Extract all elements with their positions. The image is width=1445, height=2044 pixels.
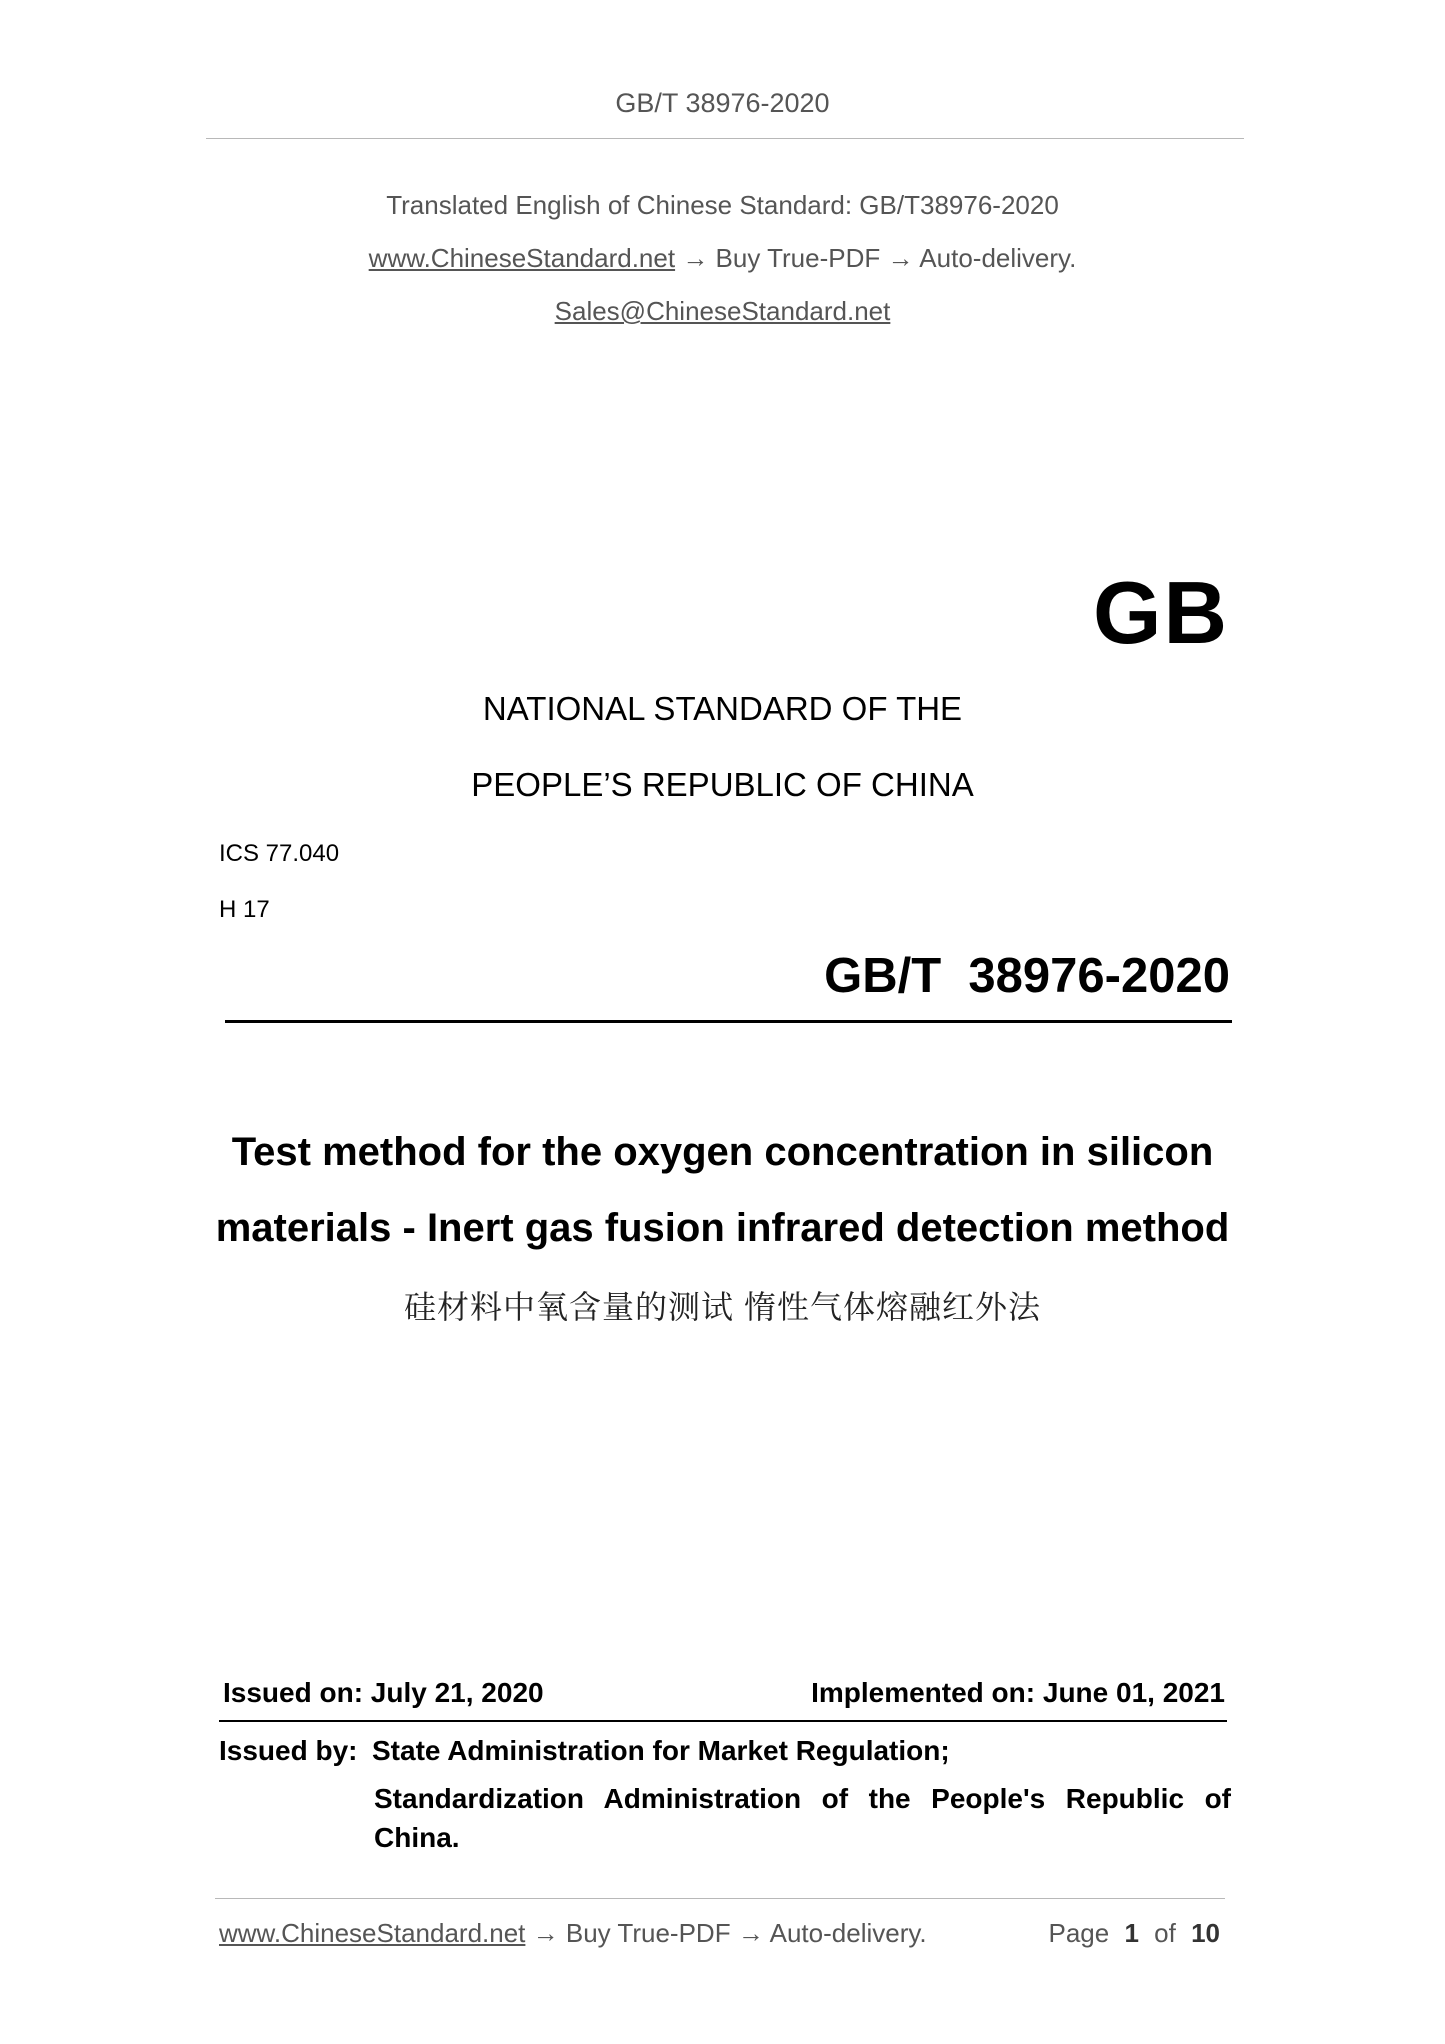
h-code: H 17 [219, 896, 270, 923]
footer-buy-text: Buy True-PDF [565, 1918, 731, 1948]
arrow-right-icon: → [682, 243, 709, 273]
footer-delivery-text: Auto-delivery. [769, 1918, 927, 1948]
page-total: 10 [1191, 1918, 1220, 1948]
email-line [0, 296, 1445, 327]
ics-code: ICS 77.040 [219, 840, 340, 867]
footer-purchase-line [219, 1918, 927, 1949]
title-chinese: 硅材料中氧含量的测试 惰性气体熔融红外法 [404, 1289, 1041, 1325]
page-label: Page [1048, 1918, 1110, 1948]
header-divider [206, 138, 1244, 139]
running-header: GB/T 38976-2020 [615, 88, 830, 118]
page-current: 1 [1124, 1918, 1139, 1948]
national-standard-line-2: PEOPLE’S REPUBLIC OF CHINA [471, 766, 974, 803]
standard-number-divider [225, 1020, 1232, 1023]
arrow-right-icon: → [887, 243, 914, 273]
dates-divider [219, 1720, 1227, 1722]
issued-on-date: Issued on: July 21, 2020 [223, 1677, 544, 1708]
gb-logo-mark: GB [1093, 563, 1229, 662]
page-of: of [1154, 1918, 1176, 1948]
footer-divider [215, 1898, 1225, 1899]
site-link[interactable]: www.ChineseStandard.net [368, 243, 676, 273]
arrow-right-icon: → [737, 1918, 764, 1948]
purchase-line [0, 243, 1445, 274]
national-standard-line-1: NATIONAL STANDARD OF THE [482, 690, 963, 727]
title-line-1: Test method for the oxygen concentration in silicon [231, 1130, 1214, 1174]
issuer-2-line-1: Standardization Administration of the People's Republic of [374, 1783, 1231, 1814]
buy-true-pdf-text: Buy True-PDF [715, 243, 881, 273]
issuer-1: State Administration for Market Regulation; [372, 1735, 950, 1766]
page-indicator [1048, 1918, 1220, 1949]
footer-site-link[interactable]: www.ChineseStandard.net [219, 1918, 526, 1948]
auto-delivery-text: Auto-delivery. [919, 243, 1077, 273]
implemented-on-date: Implemented on: June 01, 2021 [811, 1677, 1225, 1708]
issuer-2-line-2: China. [374, 1822, 460, 1853]
standard-number: GB/T 38976-2020 [824, 949, 1230, 1003]
title-line-2: materials - Inert gas fusion infrared detection method [215, 1206, 1230, 1250]
arrow-right-icon: → [532, 1918, 559, 1948]
sales-email-link[interactable]: Sales@ChineseStandard.net [554, 296, 891, 326]
issued-by-label: Issued by: [219, 1735, 358, 1766]
translation-notice: Translated English of Chinese Standard: GB/T38976-2020 [386, 190, 1059, 220]
